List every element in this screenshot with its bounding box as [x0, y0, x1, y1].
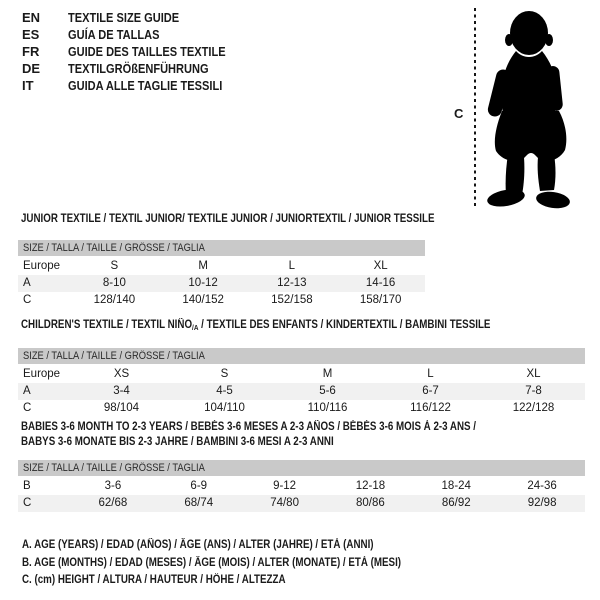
- language-title: TEXTILE SIZE GUIDE: [68, 10, 180, 25]
- size-row: [18, 383, 585, 400]
- size-row: [18, 258, 425, 275]
- size-cell: 9-12: [273, 480, 297, 492]
- childrens-size-table: [18, 348, 585, 417]
- language-title: TEXTILGRÖßENFÜHRUNG: [68, 61, 209, 76]
- size-cell: 80/86: [356, 497, 385, 509]
- size-cell: XL: [373, 260, 388, 272]
- size-cell: 74/80: [270, 497, 299, 509]
- size-cell: 7-8: [525, 385, 542, 397]
- language-code: FR: [22, 44, 40, 59]
- language-title: GUIDE DES TAILLES TEXTILE: [68, 44, 226, 59]
- babies-textile-section: [18, 420, 585, 512]
- size-cell: 62/68: [98, 497, 128, 509]
- size-cell: 68/74: [184, 497, 214, 509]
- size-cell: XL: [526, 368, 541, 380]
- height-dashed-line: [474, 8, 476, 208]
- babies-table-title: [18, 420, 585, 450]
- size-row: [18, 366, 585, 383]
- row-label: C: [23, 402, 32, 414]
- footnote-age-years: A. AGE (YEARS) / EDAD (AÑOS) / ÂGE (ANS) / ALTER (JAHRE) / ETÀ (ANNI): [22, 539, 374, 551]
- size-cell: 8-10: [102, 277, 126, 289]
- row-label: C: [23, 294, 32, 306]
- childrens-textile-section: [18, 318, 585, 417]
- row-label: B: [23, 480, 31, 492]
- language-title-list: [22, 9, 253, 94]
- size-row: [18, 292, 425, 309]
- title-subscript: /A: [192, 323, 199, 332]
- size-cell: 128/140: [93, 294, 136, 306]
- size-cell: 110/116: [307, 402, 348, 414]
- language-row: [22, 9, 253, 26]
- size-header-label: SIZE / TALLA / TAILLE / GRÖSSE / TAGLIA: [23, 350, 205, 362]
- height-marker-label: C: [454, 106, 464, 121]
- row-label: C: [23, 497, 32, 509]
- size-cell: 6-9: [190, 480, 208, 492]
- size-cell: L: [427, 368, 434, 380]
- size-header-label: SIZE / TALLA / TAILLE / GRÖSSE / TAGLIA: [23, 242, 205, 254]
- language-row: [22, 43, 253, 60]
- row-label: A: [23, 277, 31, 289]
- language-row: [22, 60, 253, 77]
- language-row: [22, 26, 253, 43]
- junior-table-title: JUNIOR TEXTILE / TEXTIL JUNIOR/ TEXTILE JUNIOR / JUNIORTEXTIL / JUNIOR TESSILE: [21, 213, 435, 225]
- size-cell: 12-13: [277, 277, 307, 289]
- language-code: ES: [22, 27, 40, 42]
- height-measure-figure: [452, 8, 592, 210]
- row-label: A: [23, 385, 31, 397]
- footnote-age-months: B. AGE (MONTHS) / EDAD (MESES) / ÂGE (MOIS) / ALTER (MONATE) / ETÀ (MESI): [22, 556, 402, 569]
- size-cell: 122/128: [512, 402, 555, 414]
- size-cell: 14-16: [365, 277, 396, 289]
- size-cell: 158/170: [359, 294, 402, 306]
- footnote-height-cm: C. (cm) HEIGHT / ALTURA / HAUTEUR / HÖHE / ALTEZZA: [22, 574, 286, 586]
- size-row: [18, 478, 585, 495]
- size-cell: 4-5: [216, 385, 233, 397]
- junior-size-table: [18, 240, 425, 309]
- size-cell: 140/152: [182, 294, 224, 306]
- size-cell: M: [322, 368, 333, 380]
- size-cell: S: [110, 260, 119, 272]
- size-cell: 18-24: [441, 480, 471, 492]
- language-row: [22, 77, 253, 94]
- language-code: DE: [22, 61, 41, 76]
- size-cell: 86/92: [441, 497, 471, 509]
- language-code: IT: [22, 78, 34, 93]
- footnote-legend: [22, 537, 468, 590]
- row-label: Europe: [23, 260, 61, 272]
- junior-textile-section: [18, 212, 435, 309]
- size-header-bar: [18, 348, 585, 364]
- row-label: Europe: [23, 368, 61, 380]
- size-header-bar: [18, 460, 585, 476]
- size-cell: 6-7: [422, 385, 439, 397]
- babies-title-line2: BABYS 3-6 MONATE BIS 2-3 JAHRE / BAMBINI 3-6 MESI A 2-3 ANNI: [21, 436, 334, 448]
- size-cell: 152/158: [271, 294, 313, 306]
- size-row: [18, 495, 585, 512]
- language-title: GUÍA DE TALLAS: [68, 27, 160, 42]
- toddler-silhouette-image: [485, 9, 577, 209]
- size-cell: S: [220, 368, 229, 380]
- babies-size-table: [18, 460, 585, 512]
- size-row: [18, 275, 425, 292]
- size-cell: XS: [113, 368, 130, 380]
- size-cell: 92/98: [527, 497, 557, 509]
- size-cell: L: [288, 260, 296, 272]
- size-cell: 24-36: [527, 480, 557, 492]
- size-cell: 5-6: [319, 385, 336, 397]
- size-cell: M: [198, 260, 208, 272]
- size-cell: 104/110: [204, 402, 245, 414]
- size-cell: 12-18: [355, 480, 386, 492]
- size-header-bar: [18, 240, 425, 256]
- size-cell: 116/122: [410, 402, 451, 414]
- language-title: GUIDA ALLE TAGLIE TESSILI: [68, 78, 223, 93]
- language-code: EN: [22, 10, 41, 25]
- size-cell: 3-6: [104, 480, 122, 492]
- size-header-label: SIZE / TALLA / TAILLE / GRÖSSE / TAGLIA: [23, 462, 205, 474]
- size-row: [18, 400, 585, 417]
- size-cell: 10-12: [188, 277, 218, 289]
- size-cell: 3-4: [113, 385, 130, 397]
- babies-title-line1: BABIES 3-6 MONTH TO 2-3 YEARS / BEBÉS 3-6 MESES A 2-3 AÑOS / BÉBÉS 3-6 MOIS À 2-3 ANS /: [21, 421, 477, 433]
- childrens-table-title: CHILDREN'S TEXTILE / TEXTIL $NIÑO_{/A}$ / TEXTILE DES ENFANTS / KINDERTEXTIL / BAMBINI TESSILE: [21, 319, 491, 332]
- size-cell: 98/104: [103, 402, 140, 414]
